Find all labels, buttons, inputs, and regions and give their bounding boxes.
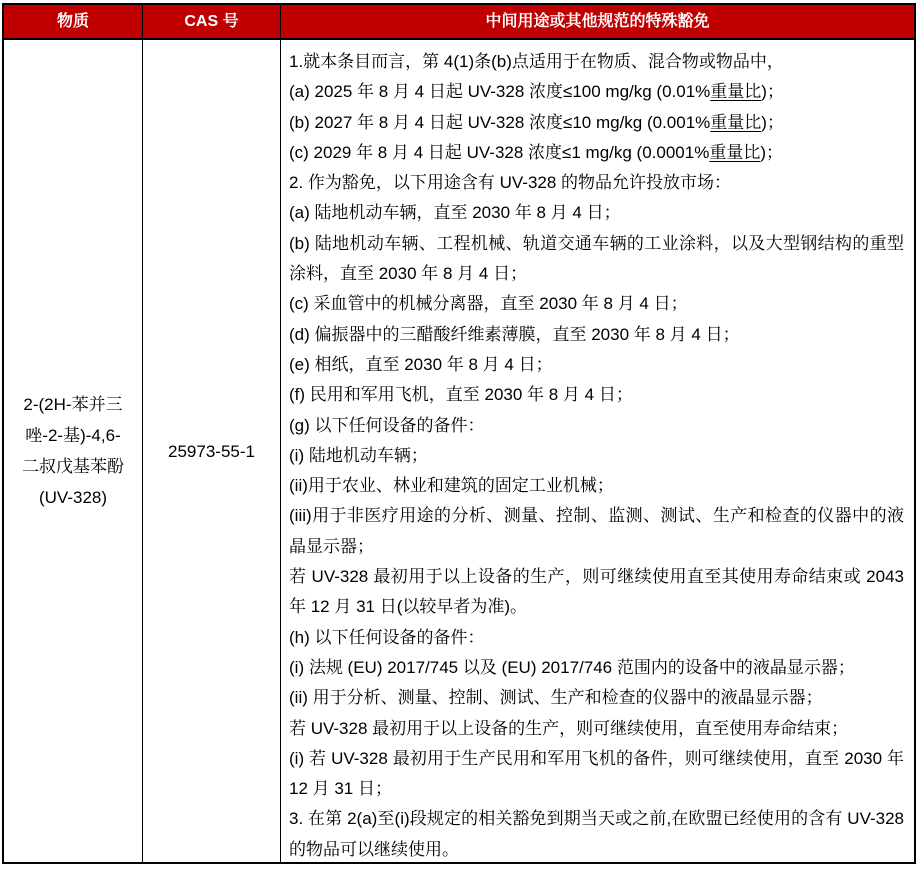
exemption-paragraph: (e) 相纸，直至 2030 年 8 月 4 日； — [289, 354, 553, 374]
exemption-paragraph: (iii)用于非医疗用途的分析、测量、控制、监测、测试、生产和检查的仪器中的液晶显示器； — [289, 506, 904, 556]
exemption-paragraph: (f) 民用和军用飞机，直至 2030 年 8 月 4 日； — [289, 385, 633, 405]
cas-number: 25973-55-1 — [168, 441, 255, 461]
exemption-paragraph: (i) 法规 (EU) 2017/745 以及 (EU) 2017/746 范围内的设备中的液晶显示器； — [289, 657, 855, 677]
underlined-term: 重量比 — [709, 142, 761, 162]
header-cell-substance: 物质 — [4, 5, 143, 38]
exemption-text: (b) 2027 年 8 月 4 日起 UV-328 浓度≤10 mg/kg (0.001% — [289, 112, 711, 132]
exemption-paragraph: 1.就本条目而言，第 4(1)条(b)点适用于在物质、混合物或物品中， — [289, 52, 784, 71]
exemption-paragraph: (d) 偏振器中的三醋酸纤维素薄膜，直至 2030 年 8 月 4 日； — [289, 324, 740, 344]
exemption-paragraph: (i) 陆地机动车辆； — [289, 445, 428, 465]
exemption-paragraph: (h) 以下任何设备的备件： — [289, 627, 485, 647]
exemption-paragraph: 若 UV-328 最初用于以上设备的生产，则可继续使用直至其使用寿命结束或 2043 年 12 月 31 日(以较早者为准)。 — [289, 567, 904, 617]
exemption-paragraph: (ii)用于农业、林业和建筑的固定工业机械； — [289, 476, 614, 496]
exemption-text: )； — [761, 82, 784, 102]
exemption-paragraph: (ii) 用于分析、测量、控制、测试、生产和检查的仪器中的液晶显示器； — [289, 688, 823, 708]
table-header-row — [4, 5, 914, 40]
substance-name-line: 唑-2-基)-4,6- — [25, 426, 121, 445]
exemption-cell — [281, 40, 914, 862]
header-cell-exemption: 中间用途或其他规范的特殊豁免 — [485, 13, 710, 30]
regulation-table — [2, 3, 916, 864]
exemption-text: (a) 2025 年 8 月 4 日起 UV-328 浓度≤100 mg/kg (0.01% — [289, 82, 711, 102]
substance-name-line: 二叔戊基苯酚 — [22, 457, 124, 476]
exemption-paragraph: (i) 若 UV-328 最初用于生产民用和军用飞机的备件，则可继续使用，直至 2030 年 12 月 31 日； — [289, 748, 904, 799]
exemption-paragraph: 3. 在第 2(a)至(i)段规定的相关豁免到期当天或之前,在欧盟已经使用的含有 UV-328 的物品可以继续使用。 — [289, 809, 904, 859]
table-row — [4, 40, 914, 862]
header-cell-cas: CAS 号 — [143, 5, 281, 38]
substance-name-line: 2-(2H-苯并三 — [23, 395, 123, 414]
underlined-term: 重量比 — [710, 112, 762, 132]
substance-name-line: (UV-328) — [38, 488, 108, 507]
exemption-paragraph: (a) 陆地机动车辆，直至 2030 年 8 月 4 日； — [289, 203, 621, 223]
substance-cell — [4, 40, 143, 862]
cas-cell — [143, 40, 281, 862]
exemption-text: )； — [760, 142, 784, 162]
exemption-paragraph: 若 UV-328 最初用于以上设备的生产，则可继续使用，直至使用寿命结束； — [289, 718, 849, 738]
exemption-paragraph: (b) 陆地机动车辆、工程机械、轨道交通车辆的工业涂料，以及大型钢结构的重型涂料，直至 2030 年 8 月 4 日； — [289, 233, 904, 284]
exemption-paragraph: (c) 采血管中的机械分离器，直至 2030 年 8 月 4 日； — [289, 294, 688, 314]
exemption-text: (c) 2029 年 8 月 4 日起 UV-328 浓度≤1 mg/kg (0.0001% — [289, 142, 710, 162]
exemption-paragraph — [289, 77, 904, 107]
exemption-paragraph — [289, 108, 904, 138]
exemption-paragraph: 2. 作为豁免，以下用途含有 UV-328 的物品允许投放市场： — [289, 173, 732, 193]
exemption-text: )； — [761, 112, 784, 132]
exemption-paragraph: (g) 以下任何设备的备件： — [289, 415, 485, 435]
underlined-term: 重量比 — [710, 82, 762, 102]
exemption-paragraph — [289, 138, 904, 168]
